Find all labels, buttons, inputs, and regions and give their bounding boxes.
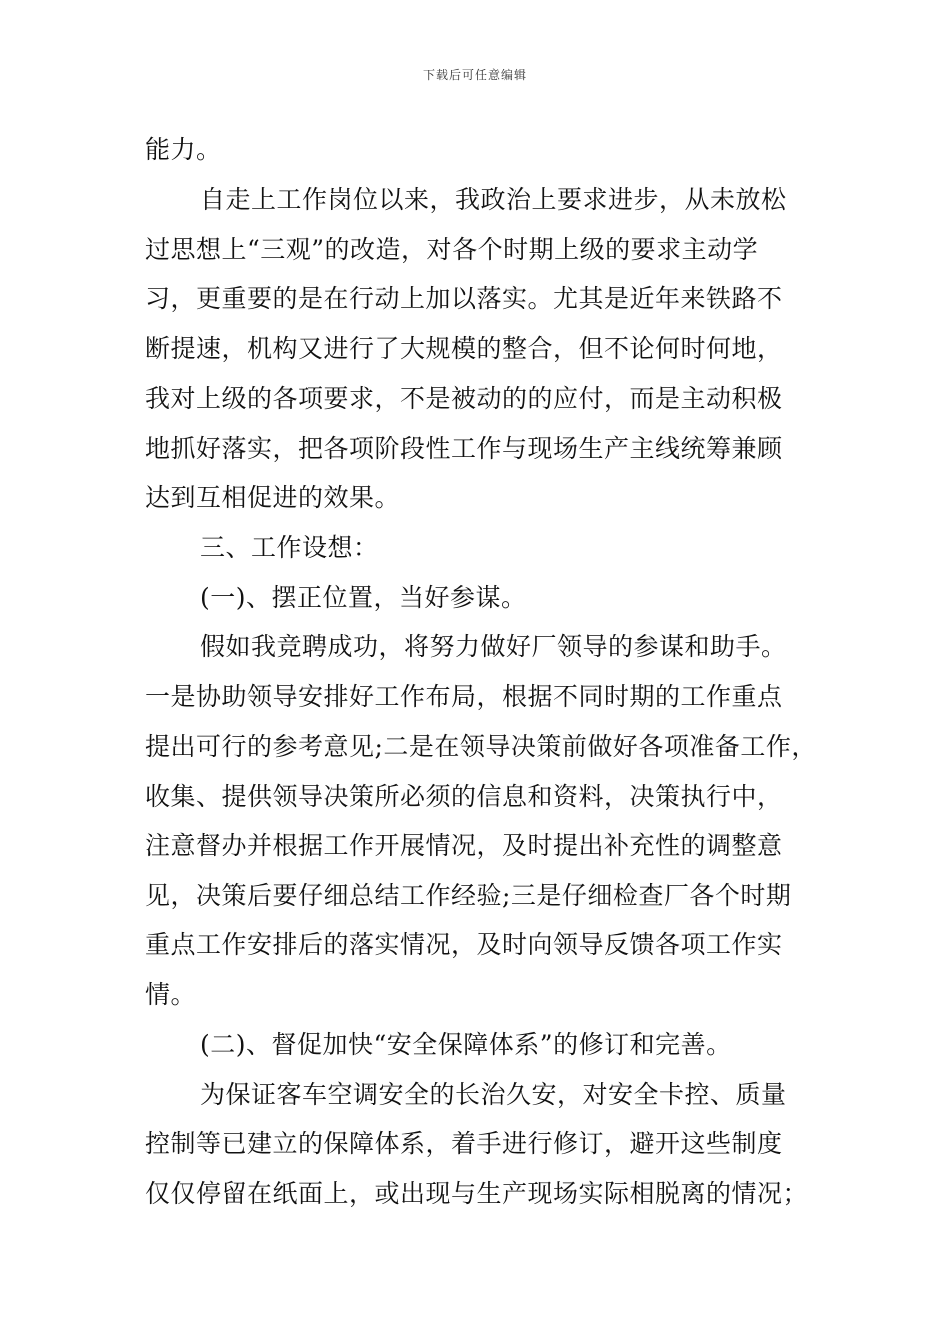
- subsection-heading: (一)、摆正位置，当好参谋。: [200, 583, 527, 612]
- text-line: 注意督办并根据工作开展情况，及时提出补充性的调整意: [145, 831, 783, 860]
- text-line: 能力。: [145, 135, 222, 164]
- section-heading: 三、工作设想：: [200, 533, 379, 562]
- page-header: 下载后可任意编辑: [422, 68, 527, 82]
- text-line: 地抓好落实，把各项阶段性工作与现场生产主线统筹兼顾: [145, 434, 783, 463]
- text-line: 自走上工作岗位以来，我政治上要求进步，从未放松: [200, 185, 787, 214]
- text-line: 我对上级的各项要求，不是被动的的应付，而是主动积极: [145, 384, 783, 413]
- text-line: 见，决策后要仔细总结工作经验;三是仔细检查厂各个时期: [145, 881, 792, 910]
- text-line: 达到互相促进的效果。: [145, 483, 401, 512]
- subsection-heading: (二)、督促加快“安全保障体系”的修订和完善。: [200, 1030, 732, 1059]
- text-line: 为保证客车空调安全的长治久安，对安全卡控、质量: [200, 1080, 787, 1109]
- text-line: 情。: [145, 980, 197, 1009]
- text-line: 重点工作安排后的落实情况，及时向领导反馈各项工作实: [145, 930, 783, 959]
- text-line: 一是协助领导安排好工作布局，根据不同时期的工作重点: [145, 682, 783, 711]
- text-line: 控制等已建立的保障体系，着手进行修订，避开这些制度: [145, 1129, 783, 1158]
- text-line: 过思想上“三观”的改造，对各个时期上级的要求主动学: [145, 235, 759, 264]
- text-line: 仅仅停留在纸面上，或出现与生产现场实际相脱离的情况；: [145, 1179, 809, 1208]
- text-line: 提出可行的参考意见;二是在领导决策前做好各项准备工作，: [145, 732, 817, 761]
- text-line: 假如我竞聘成功，将努力做好厂领导的参谋和助手。: [200, 632, 787, 661]
- text-line: 收集、提供领导决策所必须的信息和资料，决策执行中，: [145, 782, 783, 811]
- text-line: 习，更重要的是在行动上加以落实。尤其是近年来铁路不: [145, 284, 783, 313]
- text-line: 断提速，机构又进行了大规模的整合，但不论何时何地，: [145, 334, 783, 363]
